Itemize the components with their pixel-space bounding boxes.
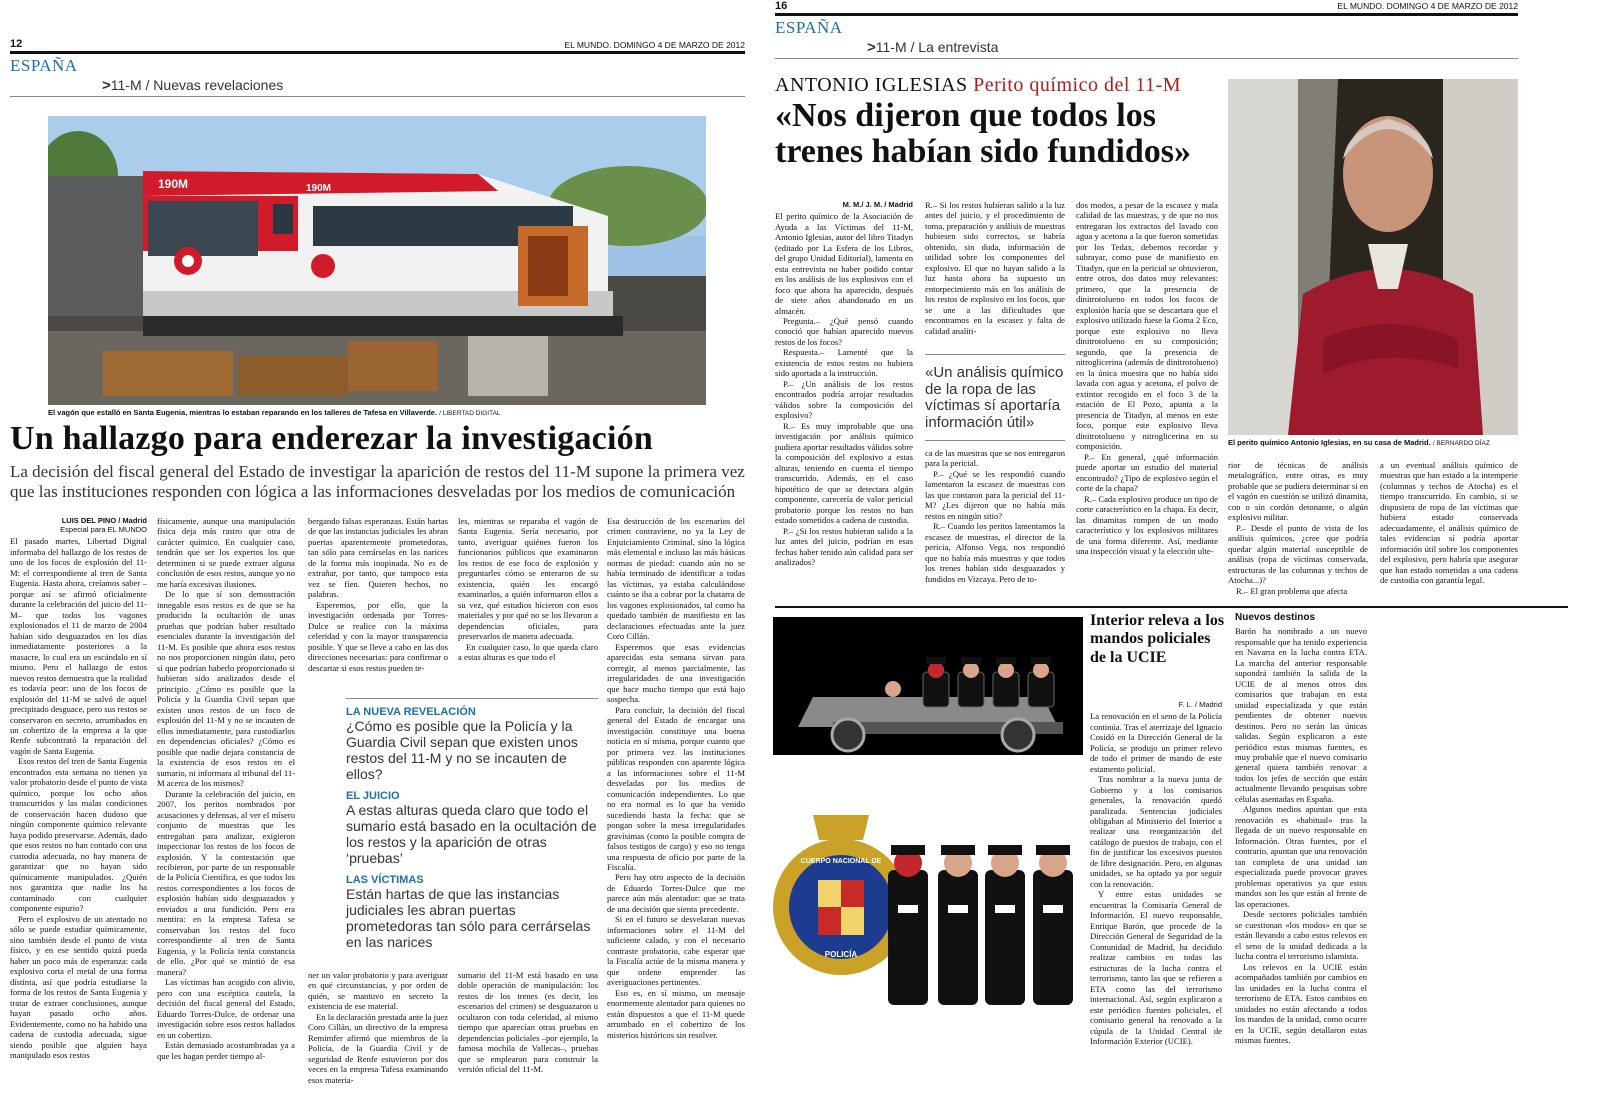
paragraph: Esperemos que esas evidencias aparecidas esta semana sirvan para corregir, al menos parcialmente, las irregularidades de una investigación que hace mucho tiempo que está bajo sospecha. [607, 641, 745, 705]
paragraph: Pregunta.– ¿Qué pensó cuando conoció que habían aparecido nuevos restos de los focos? [775, 315, 913, 347]
paragraph: Las víctimas han acogido con alivio, pero con una escéptica cautela, la decisión del fiscal general del Estado, Eduardo Torres-Dulce, de ordenar una investigación sobre esos restos hallados en un cobertizo. [157, 977, 295, 1040]
byline: F. L. / Madrid [1178, 700, 1222, 709]
pullquote: «Un análisis químico de la ropa de las víctimas sí aportaría información útil» [925, 364, 1064, 431]
left-headline: Un hallazgo para enderezar la investigación [10, 420, 653, 457]
left-top-rule [10, 51, 745, 54]
left-paper-header: EL MUNDO. DOMINGO 4 DE MARZO DE 2012 [564, 40, 745, 50]
left-deck: La decisión del fiscal general del Estado de investigar la aparición de restos del 11-M supone la primera vez que las instituciones responden con lógica a las informaciones desveladas por los medios de comunicación [10, 462, 745, 502]
paragraph: Esos restos del tren de Santa Eugenia encontrados esta semana no tienen ya valor probatorio desde el punto de vista químico, porque los ocho años transcurridos y las malas condiciones de conservación hacen dudoso que ningún componente químico relevante haya podido preservarse. Además, dado que esos restos no han contado con una custodia adecuada, no hay manera de garantizar que no hayan sido químicamente manipulados. ¿Quién nos garantiza que nadie los ha contaminado con cualquier componente espurio? [10, 756, 147, 914]
highlight-box-victims [346, 874, 598, 950]
interviewee-name: ANTONIO IGLESIAS [775, 74, 968, 96]
caption-credit: / BERNARDO DÍAZ [1432, 440, 1490, 447]
right-page-number: 16 [775, 0, 788, 12]
paragraph: R.– Cuando los peritos lamentamos la escasez de muestras, el director de la pericia, Alfonso Vega, nos respondió que no había más muestras y que todos los trenes habían sido desguazados y fundidos en Vizcaya. Pero de to- [925, 521, 1065, 584]
box-rule [346, 698, 598, 699]
left-col-3-bottom [308, 970, 448, 1096]
left-col-3-top [308, 516, 448, 688]
paragraph: Para concluir, la decisión del fiscal general del Estado de encargar una investigación constituye una buena noticia en sí misma, porque cuanto que por primera vez las instituciones públicas responden con aparente lógica a las informaciones sobre el 11-M desveladas por los medios de comunicación independientes. Lo que no era normal es lo que ha venido sucediendo hasta la fecha: que se pongan sobre la mesa irregularidades gravísimas (como la posible compra de falsos testigos de cargo) y eso no tenga una respuesta de oficio por parte de la Fiscalía. [607, 704, 745, 872]
paragraph: a un eventual análisis químico de muestras que han estado a la intemperie (columnas y techos de Atocha) es el tiempo transcurrido. En cambio, si se dispusiera de ropa de las víctimas que hubiera estado conservada adecuadamente, el análisis químico de tales evidencias sí podría aportar información útil sobre los componentes del explosivo, pero habría que asegurar que han estado sometidas a una cadena de custodia con garantía legal. [1380, 460, 1518, 586]
left-kicker [102, 77, 283, 94]
kicker-arrow: > [102, 77, 111, 94]
right-top-rule [775, 13, 1518, 16]
paragraph: Y entre estas unidades se encuentras la Comisaría General de Información. El nuevo responsable, Enrique Barón, que procede de la Dirección General de Seguridad de la Comunidad de Madrid, ha decidido realizar cambios en todas las estructuras de la lucha contra el terrorismo, tanto las que se refieren a ETA como las del terrorismo internacional. Así, según explicaron a este periódico fuentes policiales, el comisario general ha renovado a la cúpula de la Unidad Central de Información Exterior (UCIE). [1090, 889, 1222, 1047]
right-col-1 [775, 200, 913, 605]
highlight-box-revelation [346, 706, 598, 782]
paragraph: Pero el explosivo de un atentado no sólo se puede estudiar químicamente, sino también desde el punto de vista físico, y en ese sentido quizá pueda haber un poco más de esperanza: cada explosivo corta el metal de una forma distinta, así que podría estudiarse la forma de los restos de Santa Eugenia y tratar de extraer conclusiones, aunque hayan pasado ocho años. Evidentemente, como no ha habido una cadena de custodia adecuada, sigue siendo posible que alguien haya manipulado esos restos [10, 913, 147, 1061]
box-title: LA NUEVA REVELACIÓN [346, 706, 476, 718]
paragraph: les, mientras se reparaba el vagón de Santa Eugenia. Sería necesario, por tanto, averiguar quiénes fueron los funcionarios públicos que examinaron los restos de ese foco de explosión y preguntarles cómo se enteraron de su existencia, quién les encargó examinarlos, a quién informaron ellos a su vez, qué estudios hicieron con esos materiales y por qué no se los llevaron a dependencias oficiales, para preservarlos de manera adecuada. [458, 516, 598, 642]
paragraph: Algunos medios apuntan que esta renovación es «habitual» tras la llegada de un nuevo responsable en Información. Otras fuentes, por el contrario, apuntan que una renovación tan completa de una unidad tan especializada puede provocar graves problemas operativos ya que estos mandos son los que están al frente de las operaciones. [1235, 804, 1367, 909]
paragraph: La renovación en el seno de la Policía continúa. Tras el aterrizaje del Ignacio Cosidó en la Dirección General de la Policía, se produjo un primer relevo de todo el primer de mando de este estamento policial. [1090, 711, 1222, 774]
paragraph: El pasado martes, Libertad Digital informaba del hallazgo de los restos de uno de los focos de explosión del 11-M: el correspondiente al tren de Santa Eugenia. Hasta ahora, creíamos saber –porque así se afirmó oficialmente durante la celebración del juicio del 11-M– que todos los vagones explosionados el 11 de marzo de 2004 habían sido desguazados en los días inmediatamente posteriores a la masacre, lo cual era un escándalo en sí mismo. Pero el hallazgo de estos nuevos restos demuestra que la realidad es todavía peor: uno de los focos de explosión del 11-M se salvó de aquel precipitado desguace, pero sus restos se conservaron en secreto, arrumbados en un cobertizo de la empresa a la que Renfe subcontrató la reparación del vagón de Santa Eugenia. [10, 536, 147, 756]
right-kicker-rule [775, 58, 1518, 59]
right-section-label: ESPAÑA [775, 18, 843, 37]
right-headline: «Nos dijeron que todos los trenes habían sido fundidos» [775, 97, 1192, 171]
paragraph: Esa destrucción de los escenarios del crimen contraviene, no ya la Ley de Enjuiciamiento Criminal, sino la lógica más elemental e incluso las más básicas normas de piedad: cuando aún no se había terminado de identificar a todas las víctimas, ya estaba calculándose cuánto se iba a cobrar por la chatarra de los vagones explosionados, tal como ha quedado también de manifiesto en las declaraciones efectuadas ante la juez Coro Cillán. [607, 516, 745, 642]
badge-text-bottom: POLICÍA [824, 950, 858, 959]
paragraph: El perito químico de la Asociación de Ayuda a las Víctimas del 11-M, Antonio Iglesias, autor del libro Titadyn (editado por La Esfera de los Libros, del grupo Unidad Editorial), lamenta en esta entrevista no haber podido contar en los análisis de los explosivos con el foco que ahora ha aparecido, después de siete años abandonado en un almacén. [775, 211, 913, 316]
paragraph: Están demasiado acostumbradas ya a que les hagan perder tiempo al- [157, 1040, 295, 1061]
left-col-5 [607, 516, 745, 1096]
kicker-text: 11-M / La entrevista [875, 39, 999, 55]
portrait-illustration [1228, 79, 1518, 435]
right-paper-header: EL MUNDO. DOMINGO 4 DE MARZO DE 2012 [1337, 1, 1518, 11]
right-kicker [867, 39, 998, 56]
badge-text-top: CUERPO NACIONAL DE [800, 858, 882, 865]
paragraph: Durante la celebración del juicio, en 2007, los peritos nombrados por acusaciones y defensas, al ver el mísero conjunto de muestras que les entregaban para analizar, exigieron inspeccionar los restos de los focos de explosión. Y la contestación que recibieron, por parte de un responsable de la Policía Científica, es que todos los restos correspondientes a los focos de explosión habían sido desguazados y enviados a una fundición. Pero era mentira: en la empresa Tafesa se conservaban los restos del foco correspondiente al tren de Santa Eugenia, y la Policía tenía constancia de ello. ¿Por qué se mintió de esa manera? [157, 788, 295, 977]
paragraph: R.– El gran problema que afecta [1236, 585, 1348, 596]
sidebar-col-1 [1090, 700, 1222, 1098]
paragraph: P.– Desde el punto de vista de los análisis químicos, ¿cree que podría quedar algún material susceptible de análisis (ropa de víctimas conservada, estructuras de las columnas y techos de Atocha...)? [1228, 522, 1368, 586]
paragraph: Respuesta.– Lamenté que la existencia de estos restos no hubiera sido aportada a la instrucción. [775, 347, 913, 379]
train-number-front: 190M [158, 177, 189, 191]
officers-in-car-graphic [773, 617, 1083, 755]
right-col-4 [1228, 460, 1368, 605]
byline [10, 516, 147, 534]
left-col-1 [10, 516, 147, 1096]
caption-text: El perito químico Antonio Iglesias, en su casa de Madrid. [1228, 438, 1431, 447]
sidebar-subhead: Nuevos destinos [1235, 612, 1316, 623]
paragraph: En la declaración prestada ante la juez Coro Cillán, un directivo de la empresa Remimfer afirmó que miembros de la Policía, de la Guardia Civil y de seguridad de Renfe estuvieron por dos veces en la empresa Tafesa examinando esos materia- [308, 1011, 448, 1085]
car-illustration [773, 617, 1083, 755]
sidebar-rule [775, 606, 1568, 608]
box-title: LAS VÍCTIMAS [346, 874, 424, 886]
kicker-arrow: > [867, 39, 876, 56]
paragraph: P.– En general, ¿qué información puede aportar un estudio del material encontrado? ¿Tipo de explosivo según el corte de la chapa? [1076, 451, 1218, 494]
left-page-number: 12 [10, 38, 23, 50]
train-illustration [48, 116, 706, 405]
byline: M. M./ J. M. / Madrid [842, 200, 913, 209]
paragraph: Desde sectores policiales también se cuestionan «los modos» en que se están llevando a cabo estos relevos en el seno de la unidad dedicada a la lucha contra el terrorismo islamista. [1235, 909, 1367, 962]
right-col-3 [1076, 200, 1218, 605]
interviewee-line [775, 74, 1181, 97]
left-section-label: ESPAÑA [10, 56, 78, 75]
caption-text: El vagón que estalló en Santa Eugenia, mientras lo estaban reparando en los talleres de Tafesa en Villaverde. [48, 408, 438, 417]
paragraph: físicamente, aunque una manipulación física deja más rastro que otra de carácter químico. En cualquier caso, tendrán que ser los expertos los que determinen si se puede extraer alguna conclusión de esos restos, aunque yo no me haría excesivas ilusiones. [157, 516, 295, 589]
byline-sub: Especial para EL MUNDO [60, 525, 147, 535]
police-badge-graphic [773, 795, 1083, 1010]
paragraph: Si en el futuro se desvelaran nuevas informaciones sobre el 11-M del suficiente calado, y con el necesario contraste probatorio, cabe esperar que la Fiscalía actúe de la misma manera y que ordene emprender las averiguaciones pertinentes. [607, 914, 745, 988]
highlight-box-trial [346, 790, 598, 866]
train-number-side: 190M [306, 183, 332, 194]
paragraph: ca de las muestras que se nos entregaron para la pericial. [925, 448, 1065, 469]
paragraph: R.– Es muy improbable que una investigación por análisis químico pudiera aportar resultados válidos sobre la composición del explosivo a estas alturas, teniendo en cuenta el tiempo transcurrido. Además, en el caso hipotético de que se detectara algún componente, carecería de valor pericial probatorio porque los restos no han estado sometidos a cadena de custodia. [775, 420, 913, 526]
box-text: A estas alturas queda claro que todo el sumario está basado en la ocultación de los restos y la aparición de otras ‘pruebas’ [346, 802, 597, 867]
paragraph: ner un valor probatorio y para averiguar en qué circunstancias, y por orden de quién, se mantuvo en secreto la existencia de ese material. [308, 970, 448, 1012]
train-photo [48, 116, 706, 405]
sidebar-headline: Interior releva a los mandos policiales de la UCIE [1090, 612, 1225, 666]
badge-illustration [773, 795, 1083, 1010]
paragraph: Barón ha nombrado a un nuevo responsable que ha tenido experiencia en Navarra en la lucha contra ETA. La marcha del anterior responsable supondrá también la salida de la UCIE de al menos otros dos comisarios que trabajan en esta unidad especializada y que están pendientes de obtener nuevos destinos. Pero no serán las únicas salidas. Según explicaron a este periódico estas mismas fuentes, es muy probable que el nuevo comisario general quiera también renovar a todos los jefes de sección que están actualmente llevando pesquisas sobre células asentadas en España. [1235, 626, 1367, 804]
portrait-caption [1228, 438, 1518, 447]
paragraph: R.– Cada explosivo produce un tipo de corte característico en la chapa. Es decir, las dinamitas rompen de un modo característico y los explosivos militares de una forma diferente. Así, mediante una inspección visual y la elección ulte- [1076, 493, 1218, 556]
box-text: Están hartas de que las instancias judiciales les abran puertas prometedoras tan sólo para cerrárselas en las narices [346, 886, 591, 951]
paragraph: P.– ¿Si los restos hubieran salido a la luz antes del juicio, podrían en esas fechas haber tenido aún calidad para ser analizados? [775, 525, 913, 568]
paragraph: R.– Si los restos hubieran salido a la luz antes del juicio, y el procedimiento de toma, preparación y análisis de muestras hubiesen sido correctos, se habría obtenido, sin duda, información de utilidad sobre los componentes del explosivo. El que no hayan salido a la luz hasta ahora ha supuesto un entorpecimiento más en los análisis de los restos de explosivo en los focos, que se une a las dificultades que encontramos en la escasez y falta de calidad analíti- [925, 200, 1065, 336]
box-title: EL JUICIO [346, 790, 400, 802]
sidebar-col-2 [1235, 612, 1367, 1098]
right-col-5 [1380, 460, 1518, 605]
paragraph: Eso es, en sí mismo, un mensaje enormemente alentador para quienes no están dispuestos a que el 11-M quede arrumbado en el cobertizo de los misterios históricos sin resolver. [607, 987, 745, 1040]
paragraph: dos modos, a pesar de la escasez y mala calidad de las muestras, y de que no nos entregaran los extractos del lavado con agua y acetona a la que fueron sometidas por los Tedax, debemos recordar y subrayar, como puse de manifiesto en Titadyn, que en la pericial se obtuvieron, entre otros, dos datos muy relevantes: primero, que la presencia de dinitrotolueno en todos los focos de explosión hacía que se descartara que el explosivo utilizado fuese la Goma 2 Eco, porque este explosivo no lleva dinitrotolueno en su composición; segundo, que la presencia de nitroglicerina (además de dinitrotolueno) en la única muestra que no había sido lavada con agua y acetona, el polvo de extintor recogido en el foco 3 de la estación de El Pozo, apunta a la presencia de Titadyn, al menos en este foco, porque este explosivo lleva dinitrotolueno y nitroglicerina en su composición. [1076, 200, 1218, 452]
caption-credit: / LIBERTAD DIGITAL [439, 410, 501, 417]
interviewee-role: Perito químico del 11-M [973, 74, 1182, 96]
paragraph: P.– ¿Qué se les respondió cuando lamentaron la escasez de muestras con las que contaron para la pericial del 11-M? ¿Les dijeron que no había más restos en ningún sitio? [925, 468, 1065, 521]
left-col-4-top [458, 516, 598, 688]
right-col-2-bottom [925, 448, 1065, 605]
portrait-photo [1228, 79, 1518, 435]
paragraph: Tras nombrar a la nueva junta de Gobierno y a los comisarios generales, la renovación quedó paralizada. Sentencias judiciales obligaban al Ministerio del Interior a realizar una reorganización del catálogo de puestos de trabajo, con el fin de justificar los excesivos puestos de libre designación. Pero, en algunas unidades, se ha optado ya por seguir con la renovación. [1090, 774, 1222, 889]
pullquote-rule-top [925, 354, 1065, 355]
paragraph: P.– ¿Un análisis de los restos encontrados podría arrojar resultados válidos sobre la composición del explosivo? [775, 378, 913, 421]
paragraph: rior de técnicas de análisis metalográfico, entre otras, es muy probable que se pudiera determinar si en el vagón en cuestión se utilizó dinamita, con o sin cordón detonante, o algún explosivo militar. [1228, 460, 1368, 523]
paragraph: sumario del 11-M está basado en una doble operación de manipulación: los restos de los trenes (es decir, los escenarios del crimen) se desguazaron u ocultaron con toda celeridad, al mismo tiempo que aparecían otras pruebas en dependencias policiales –por ejemplo, la famosa mochila de Vallecas–, pruebas que se emplearon para construir la versión oficial del 11-M. [458, 970, 598, 1075]
paragraph: De lo que sí son demostración innegable esos restos es de que se ha producido la ocultación de unas pruebas que podrían haber resultado esenciales durante la investigación del 11-M. Es posible que ahora esos restos no nos proporcionen ningún dato, pero sí que podrían haberlo proporcionado si hubieran sido analizados desde el principio. ¿Cómo es posible que la Policía y la Guardia Civil sepan que existen unos restos de un foco de explosión del 11-M y no se incauten de ellos inmediatamente, para custodiarlos en dependencias oficiales? ¿Cómo es posible que nadie dejara constancia de la existencia de esos restos en el sumario, ni informara al tribunal del 11-M acerca de los mismos? [157, 589, 295, 789]
paragraph: Pero hay otro aspecto de la decisión de Eduardo Torres-Dulce que me parece aún más alentador: que se trata de una decisión que sienta precedente. [607, 872, 745, 914]
byline-author: LUIS DEL PINO / Madrid [61, 516, 147, 525]
kicker-text: 11-M / Nuevas revelaciones [110, 77, 284, 93]
box-text: ¿Cómo es posible que la Policía y la Guardia Civil sepan que existen unos restos del 11-M y no se incauten de ellos? [346, 718, 578, 783]
pullquote-rule-bottom [925, 440, 1065, 441]
left-col-4-bottom [458, 970, 598, 1096]
paragraph: bergando falsas esperanzas. Están hartas de que las instancias judiciales les abran puertas aparentemente prometedoras, tan sólo para cerrárselas en las narices de la forma más inopinada. No es de extrañar, por tanto, que tampoco esta vez se fíen. Quieren hechos, no palabras. [308, 516, 448, 600]
right-col-2-top [925, 200, 1065, 345]
train-photo-caption [48, 408, 708, 417]
paragraph: En cualquier caso, lo que queda claro a estas alturas es que todo el [458, 641, 598, 663]
left-kicker-rule [10, 96, 745, 97]
paragraph: Los relevos en la UCIE están acompañados también por cambios en las unidades en la lucha contra el terrorismo de ETA. Estos cambios en unidades no están afectando a todos los mandos de la unidad, como ocurre en la UCIE, según detallaron estas mismas fuentes. [1235, 961, 1367, 1046]
paragraph: Esperemos, por ello, que la investigación ordenada por Torres-Dulce se realice con la máxima celeridad y con la mayor transparencia posible. Y que se lleve a cabo en las dos direcciones necesarias: para confirmar o descartar si esos restos pueden te- [308, 599, 448, 673]
left-col-2 [157, 516, 295, 1096]
